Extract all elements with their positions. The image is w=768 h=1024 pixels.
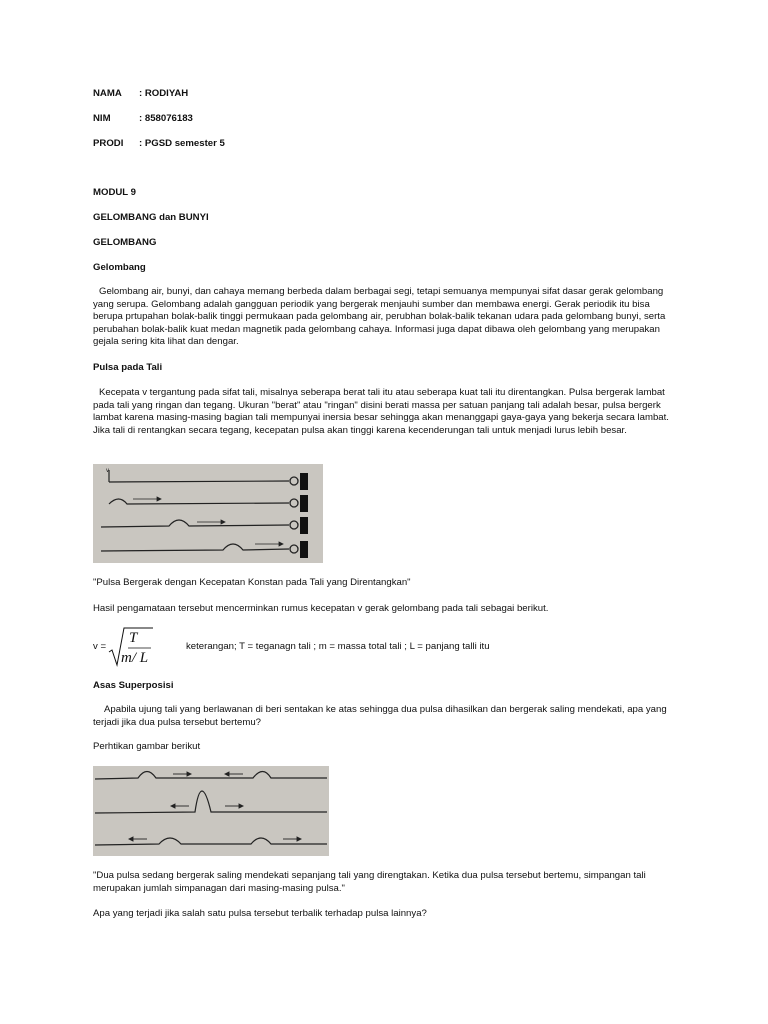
pulsa-paragraph: Kecepata v tergantung pada sifat tali, misalnya seberapa berat tali itu atau seberapa kuat tali itu direntangkan. Pulsa bergerak lambat pada tali yang ringan dan tegang. Ukuran "berat" atau "ringan" disini berati massa per satuan panjang tali adalah besar, pulsa bergerk lambat karena masing-masing bagian tali mempunyai inersia besar sehingga akan menanggapi gaya-gaya yang bekerja secara lambat. Jika tali di rentangkan secara tegang, kecepatan pulsa akan tinggi karena kecenderungan tali untuk menjadi lurus lebih besar. — [93, 387, 669, 436]
pulse-figure-svg — [93, 464, 323, 563]
nim-label: NIM — [93, 113, 111, 124]
formula-lhs: v = — [93, 641, 107, 652]
superposisi-heading: Asas Superposisi — [93, 680, 174, 691]
pulse-figure — [93, 464, 323, 563]
pulsa-heading: Pulsa pada Tali — [93, 362, 163, 373]
prodi-value: : PGSD semester 5 — [139, 138, 225, 149]
pulse-caption: "Pulsa Bergerak dengan Kecepatan Konstan pada Tali yang Direntangkan" — [93, 577, 411, 588]
prodi-label: PRODI — [93, 138, 124, 149]
gelombang-paragraph: Gelombang air, bunyi, dan cahaya memang berbeda dalam berbagai segi, tetapi semuanya mempunyai sifat dasar gerak gelombang yang serupa. Gelombang adalah gangguan periodik yang bergerak menjauhi sumber dan membawa energi. Gerak periodik itu bisa berupa prtupahan bolak-balik tinggi permukaan pada gelombang air, perubhan bolak-balik tekanan udara pada gelombang bunyi, serta perubahan bolak-balik kuat medan magnetik pada gelombang cahaya. Informasi juga dapat dibawa oleh gelombang yang merupakan gejala sering kita lihat dan dengar. — [93, 286, 666, 348]
pulse-figure-v-label: v — [106, 468, 109, 474]
superposition-figure-svg — [93, 766, 329, 856]
nama-label: NAMA — [93, 88, 122, 99]
formula-numerator: T — [129, 630, 138, 646]
modul-title: MODUL 9 — [93, 187, 136, 198]
formula-denominator: m/ L — [121, 650, 149, 666]
nama-value: : RODIYAH — [139, 88, 189, 99]
superposisi-prompt: Perhtikan gambar berikut — [93, 741, 201, 752]
section-title: GELOMBANG dan BUNYI — [93, 212, 209, 223]
superposition-caption: "Dua pulsa sedang bergerak saling mendekati sepanjang tali yang direngtakan. Ketika dua pulsa tersebut bertemu, simpangan tali merupakan jumlah simpanagan dari masing-masing pulsa." — [93, 870, 646, 894]
superposisi-paragraph: Apabila ujung tali yang berlawanan di beri sentakan ke atas sehingga dua pulsa dihasilkan dan bergerak saling mendekati, apa yang terjadi jika dua pulsa tersebut bertemu? — [93, 704, 667, 728]
subsection-title: GELOMBANG — [93, 237, 157, 248]
formula-intro: Hasil pengamataan tersebut mencerminkan rumus kecepatan v gerak gelombang pada tali sebagai berikut. — [93, 603, 549, 614]
gelombang-heading: Gelombang — [93, 262, 146, 273]
nim-value: : 858076183 — [139, 113, 193, 124]
superposisi-question: Apa yang terjadi jika salah satu pulsa tersebut terbalik terhadap pulsa lainnya? — [93, 908, 427, 919]
superposition-figure — [93, 766, 329, 856]
formula-note: keterangan; T = teganagn tali ; m = massa total tali ; L = panjang talli itu — [186, 641, 490, 652]
